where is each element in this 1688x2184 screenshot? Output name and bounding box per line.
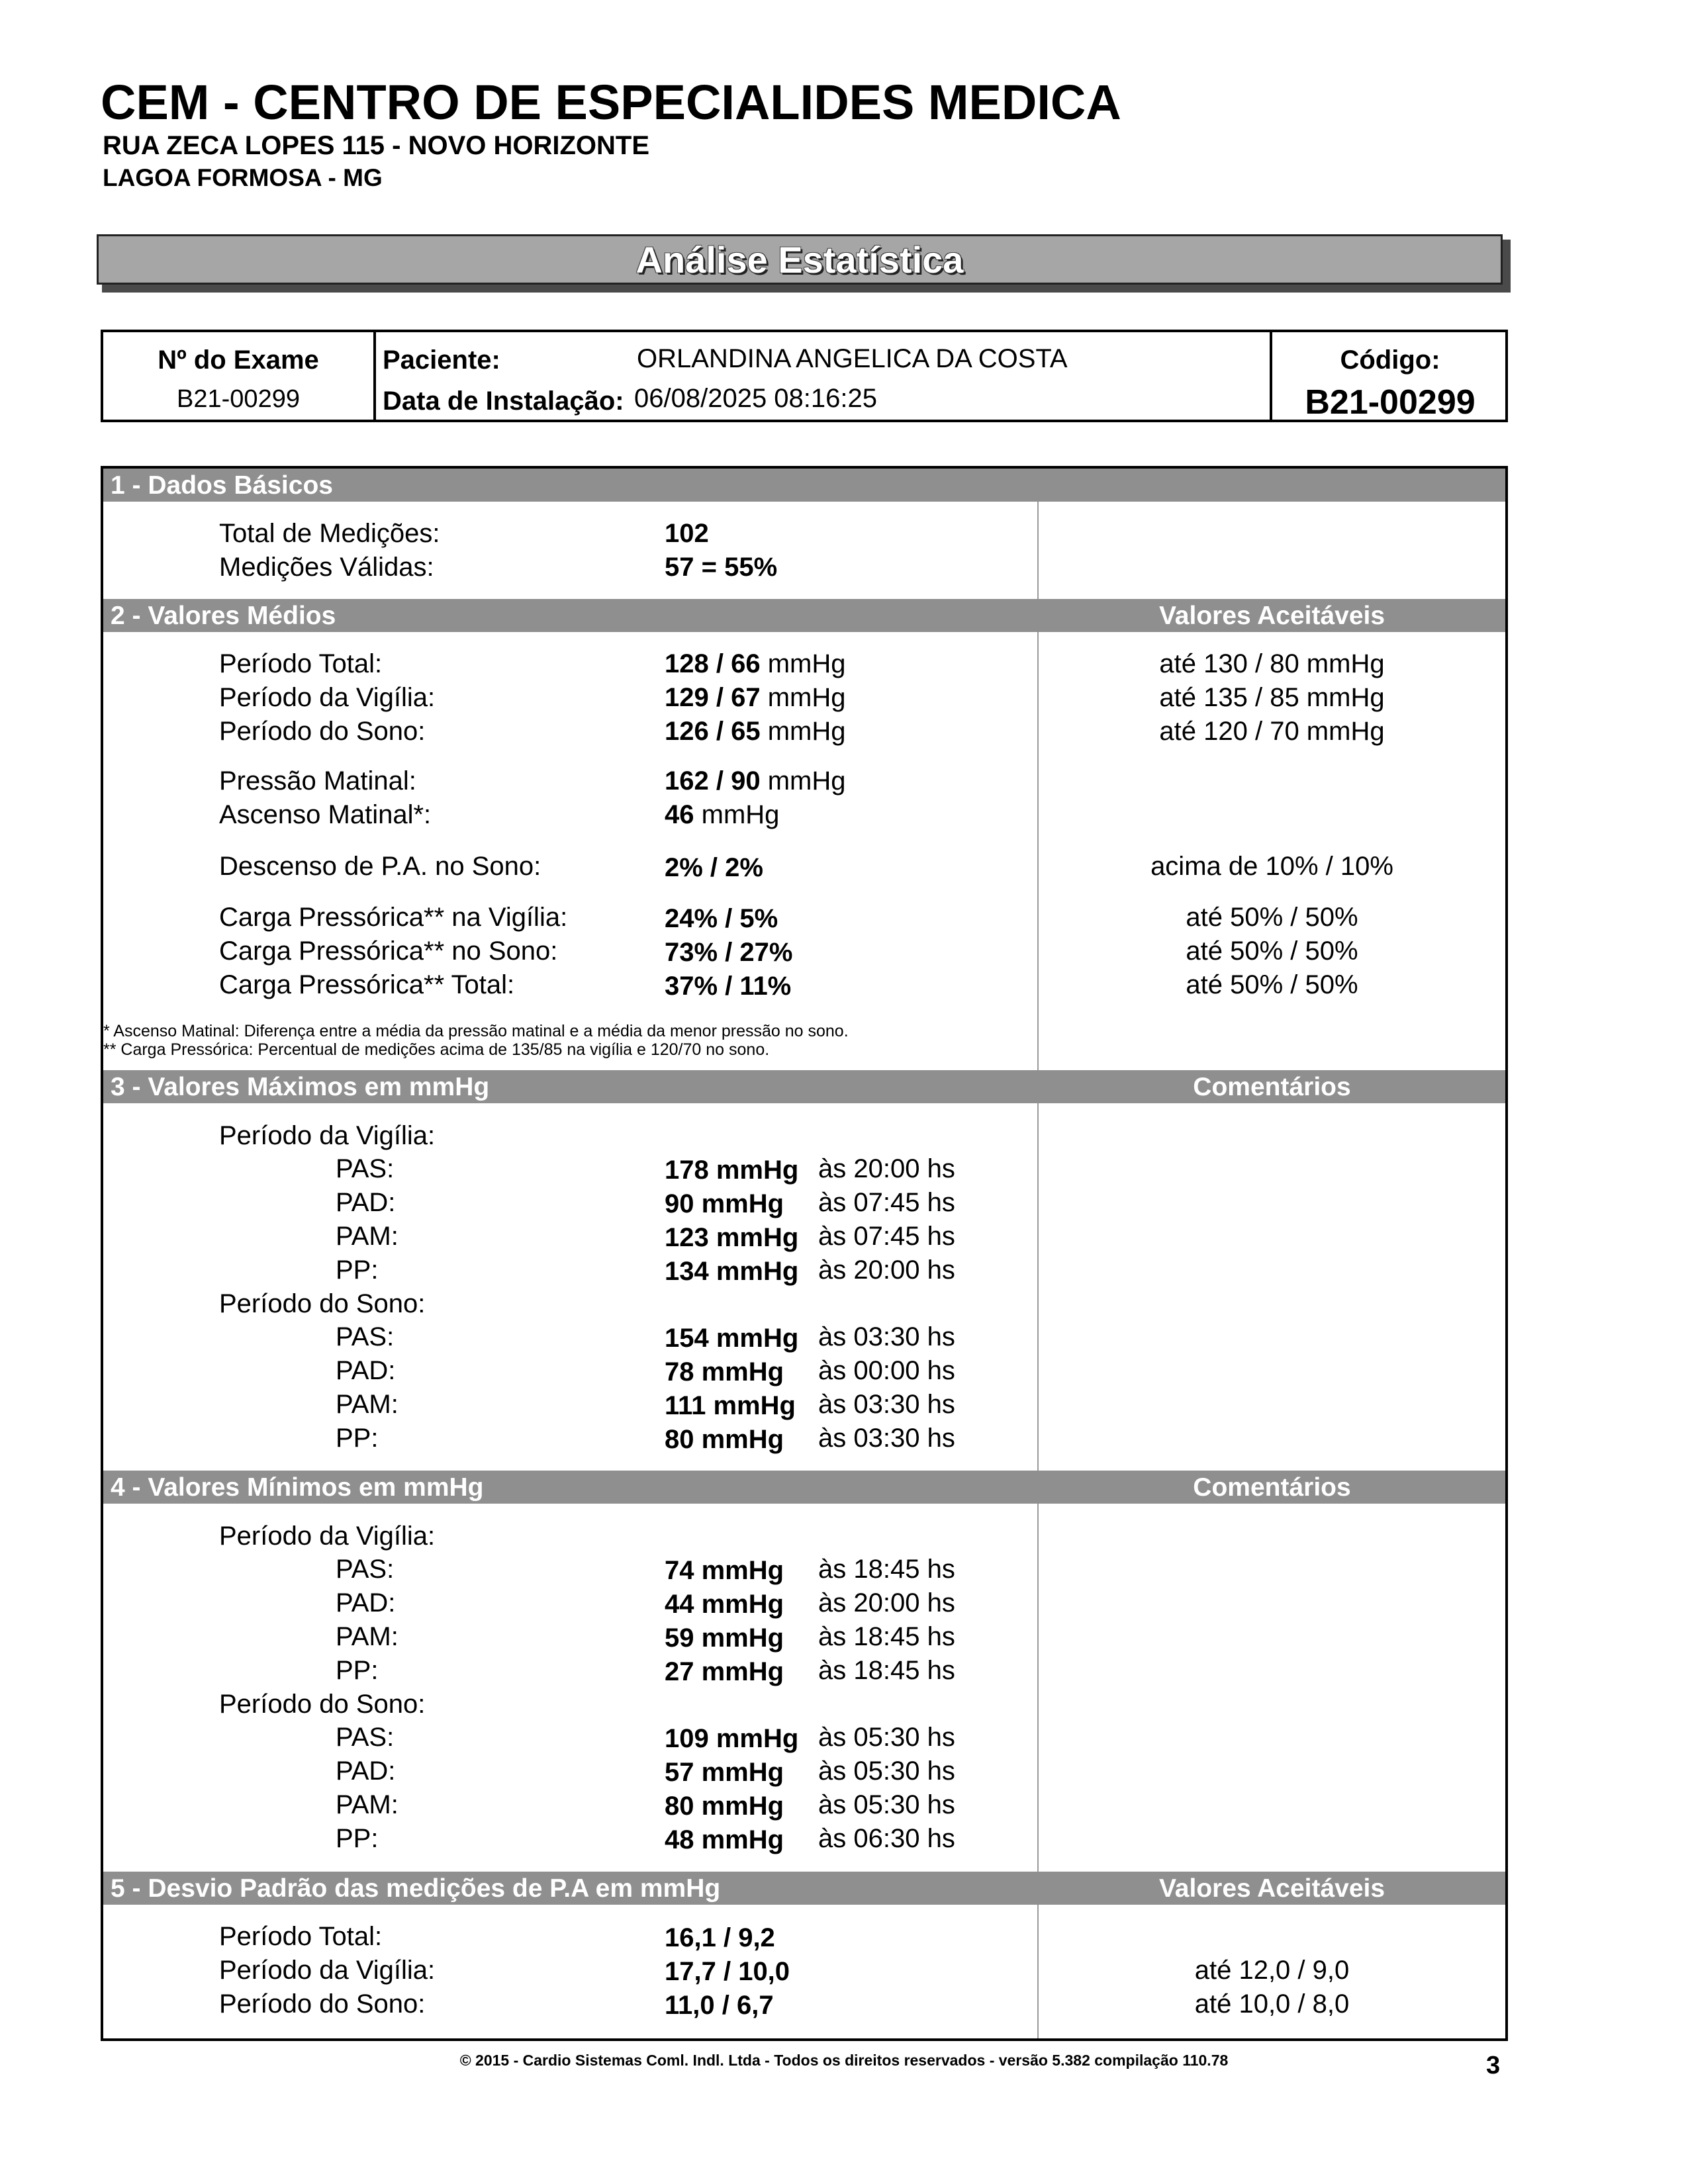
s5-acceptable: até 12,0 / 9,0 [1194, 1956, 1350, 1985]
s3-row-value: 78 mmHg [665, 1357, 784, 1387]
s2-label: Pressão Matinal: [219, 766, 416, 796]
s2-acceptable: até 50% / 50% [1186, 936, 1358, 966]
s5-value: 11,0 / 6,7 [665, 1991, 774, 2020]
s2-value-number: 162 / 90 [665, 766, 761, 796]
s3-row-time: às 03:30 hs [818, 1390, 955, 1419]
s1-label: Medições Válidas: [219, 553, 434, 582]
s4-row-value: 109 mmHg [665, 1724, 799, 1753]
s2-acceptable: acima de 10% / 10% [1150, 852, 1393, 881]
s2-value-unit: mmHg [701, 800, 780, 829]
s2-label: Período do Sono: [219, 717, 426, 746]
s2-value-unit: mmHg [767, 683, 846, 712]
s4-row-value: 74 mmHg [665, 1556, 784, 1585]
s5-value: 17,7 / 10,0 [665, 1957, 790, 1986]
code-label: Código: [1340, 345, 1440, 375]
s4-row-label: PAD: [336, 1588, 396, 1617]
s3-row-value: 178 mmHg [665, 1156, 799, 1185]
exam-number-label: Nº do Exame [158, 345, 319, 375]
s4-wake-label: Período da Vigília: [219, 1522, 436, 1551]
s2-label: Carga Pressórica** no Sono: [219, 936, 558, 966]
s2-label: Período da Vigília: [219, 683, 436, 712]
s4-row-label: PAS: [336, 1555, 395, 1584]
s3-row-label: PAM: [336, 1390, 399, 1419]
org-address-line1: RUA ZECA LOPES 115 - NOVO HORIZONTE [103, 131, 650, 160]
section-4-title: 4 - Valores Mínimos em mmHg [111, 1473, 484, 1502]
s4-row-label: PAD: [336, 1756, 396, 1786]
s5-label: Período do Sono: [219, 1989, 426, 2019]
s3-row-label: PAS: [336, 1154, 395, 1183]
section-5-title: 5 - Desvio Padrão das medições de P.A em mmHg [111, 1874, 721, 1903]
s2-value-number: 46 [665, 800, 694, 829]
s4-row-label: PAS: [336, 1723, 395, 1752]
s4-row-label: PAM: [336, 1622, 399, 1651]
s3-row-value: 80 mmHg [665, 1425, 784, 1454]
s2-label: Período Total: [219, 649, 383, 678]
s4-row-label: PP: [336, 1656, 379, 1685]
patient-value: ORLANDINA ANGELICA DA COSTA [637, 344, 1068, 373]
s5-label: Período Total: [219, 1922, 383, 1951]
s4-row-time: às 05:30 hs [818, 1790, 955, 1819]
copyright-footer: © 2015 - Cardio Sistemas Coml. Indl. Ltda - Todos os direitos reservados - versão 5.382 compilação 110.78 [459, 2052, 1229, 2069]
s4-row-value: 80 mmHg [665, 1792, 784, 1821]
s3-row-time: às 03:30 hs [818, 1424, 955, 1453]
s3-row-value: 123 mmHg [665, 1223, 799, 1252]
s4-row-time: às 05:30 hs [818, 1723, 955, 1752]
s2-acceptable: até 50% / 50% [1186, 970, 1358, 999]
s2-value-unit: mmHg [767, 649, 846, 678]
s3-row-time: às 07:45 hs [818, 1222, 955, 1251]
section-5-right-title: Valores Aceitáveis [1158, 1874, 1385, 1903]
footnote-ascenso: * Ascenso Matinal: Diferença entre a média da pressão matinal e a média da menor pressão no sono. [103, 1022, 849, 1040]
s2-acceptable: até 50% / 50% [1186, 903, 1358, 932]
s3-sleep-label: Período do Sono: [219, 1289, 426, 1318]
s2-value: 24% / 5% [665, 904, 778, 933]
patient-label: Paciente: [383, 345, 500, 375]
s2-value: 37% / 11% [665, 972, 792, 1001]
s2-acceptable: até 120 / 70 mmHg [1159, 717, 1385, 746]
s3-row-time: às 03:30 hs [818, 1322, 955, 1351]
s4-row-time: às 18:45 hs [818, 1656, 955, 1685]
page-title: Análise Estatística [635, 238, 964, 281]
org-address-line2: LAGOA FORMOSA - MG [103, 164, 383, 191]
s1-label: Total de Medições: [219, 519, 440, 548]
title-banner [97, 234, 1503, 285]
s3-row-value: 111 mmHg [665, 1391, 796, 1420]
s4-row-label: PAM: [336, 1790, 399, 1819]
section-3-title: 3 - Valores Máximos em mmHg [111, 1073, 490, 1101]
section-3-right-title: Comentários [1193, 1073, 1351, 1101]
s2-value [665, 718, 845, 745]
s4-row-value: 59 mmHg [665, 1623, 784, 1653]
s2-value: 2% / 2% [665, 853, 763, 882]
s2-value [665, 801, 779, 828]
s3-row-time: às 07:45 hs [818, 1188, 955, 1217]
s2-value [665, 651, 845, 677]
org-name: CEM - CENTRO DE ESPECIALIDES MEDICA [101, 75, 1121, 130]
s2-value-unit: mmHg [767, 717, 846, 746]
s3-row-label: PP: [336, 1424, 379, 1453]
s2-value: 73% / 27% [665, 938, 793, 967]
section-2-title: 2 - Valores Médios [111, 602, 336, 630]
s3-wake-label: Período da Vigília: [219, 1121, 436, 1150]
s3-row-time: às 20:00 hs [818, 1154, 955, 1183]
s4-row-value: 48 mmHg [665, 1825, 784, 1854]
s4-row-time: às 18:45 hs [818, 1622, 955, 1651]
s1-value: 57 = 55% [665, 553, 778, 582]
s3-row-value: 154 mmHg [665, 1324, 799, 1353]
s3-row-label: PAD: [336, 1356, 396, 1385]
s5-label: Período da Vigília: [219, 1956, 436, 1985]
install-date-value: 06/08/2025 08:16:25 [634, 384, 878, 413]
s5-acceptable: até 10,0 / 8,0 [1194, 1989, 1350, 2019]
footnote-carga: ** Carga Pressórica: Percentual de medições acima de 135/85 na vigília e 120/70 no sono. [103, 1040, 770, 1059]
s2-value-number: 126 / 65 [665, 717, 761, 746]
s3-row-value: 134 mmHg [665, 1257, 799, 1286]
s3-row-time: às 20:00 hs [818, 1255, 955, 1285]
section-4-right-title: Comentários [1193, 1473, 1351, 1502]
s1-value: 102 [665, 519, 709, 548]
s4-row-time: às 20:00 hs [818, 1588, 955, 1617]
code-value: B21-00299 [1305, 383, 1476, 422]
s2-label: Carga Pressórica** Total: [219, 970, 515, 999]
s3-row-label: PAD: [336, 1188, 396, 1217]
s2-label: Descenso de P.A. no Sono: [219, 852, 541, 881]
s3-row-label: PAS: [336, 1322, 395, 1351]
s2-acceptable: até 135 / 85 mmHg [1159, 683, 1385, 712]
s4-row-time: às 18:45 hs [818, 1555, 955, 1584]
s2-value-number: 129 / 67 [665, 683, 761, 712]
s4-row-time: às 06:30 hs [818, 1824, 955, 1853]
install-date-label: Data de Instalação: [383, 387, 624, 416]
s3-row-time: às 00:00 hs [818, 1356, 955, 1385]
s3-row-value: 90 mmHg [665, 1189, 784, 1218]
page-number: 3 [1486, 2052, 1501, 2079]
s2-label: Ascenso Matinal*: [219, 800, 432, 829]
exam-number-value: B21-00299 [177, 385, 300, 413]
s4-sleep-label: Período do Sono: [219, 1690, 426, 1719]
s2-value [665, 768, 845, 794]
s3-row-label: PAM: [336, 1222, 399, 1251]
s5-value: 16,1 / 9,2 [665, 1923, 775, 1952]
section-1-title: 1 - Dados Básicos [111, 471, 333, 500]
section-2-right-title: Valores Aceitáveis [1158, 602, 1385, 630]
s2-label: Carga Pressórica** na Vigília: [219, 903, 568, 932]
s3-row-label: PP: [336, 1255, 379, 1285]
s2-value-unit: mmHg [767, 766, 846, 796]
s2-value-number: 128 / 66 [665, 649, 761, 678]
s2-value [665, 684, 845, 711]
s4-row-value: 44 mmHg [665, 1590, 784, 1619]
s2-acceptable: até 130 / 80 mmHg [1159, 649, 1385, 678]
s4-row-value: 27 mmHg [665, 1657, 784, 1686]
s4-row-value: 57 mmHg [665, 1758, 784, 1787]
s4-row-label: PP: [336, 1824, 379, 1853]
s4-row-time: às 05:30 hs [818, 1756, 955, 1786]
